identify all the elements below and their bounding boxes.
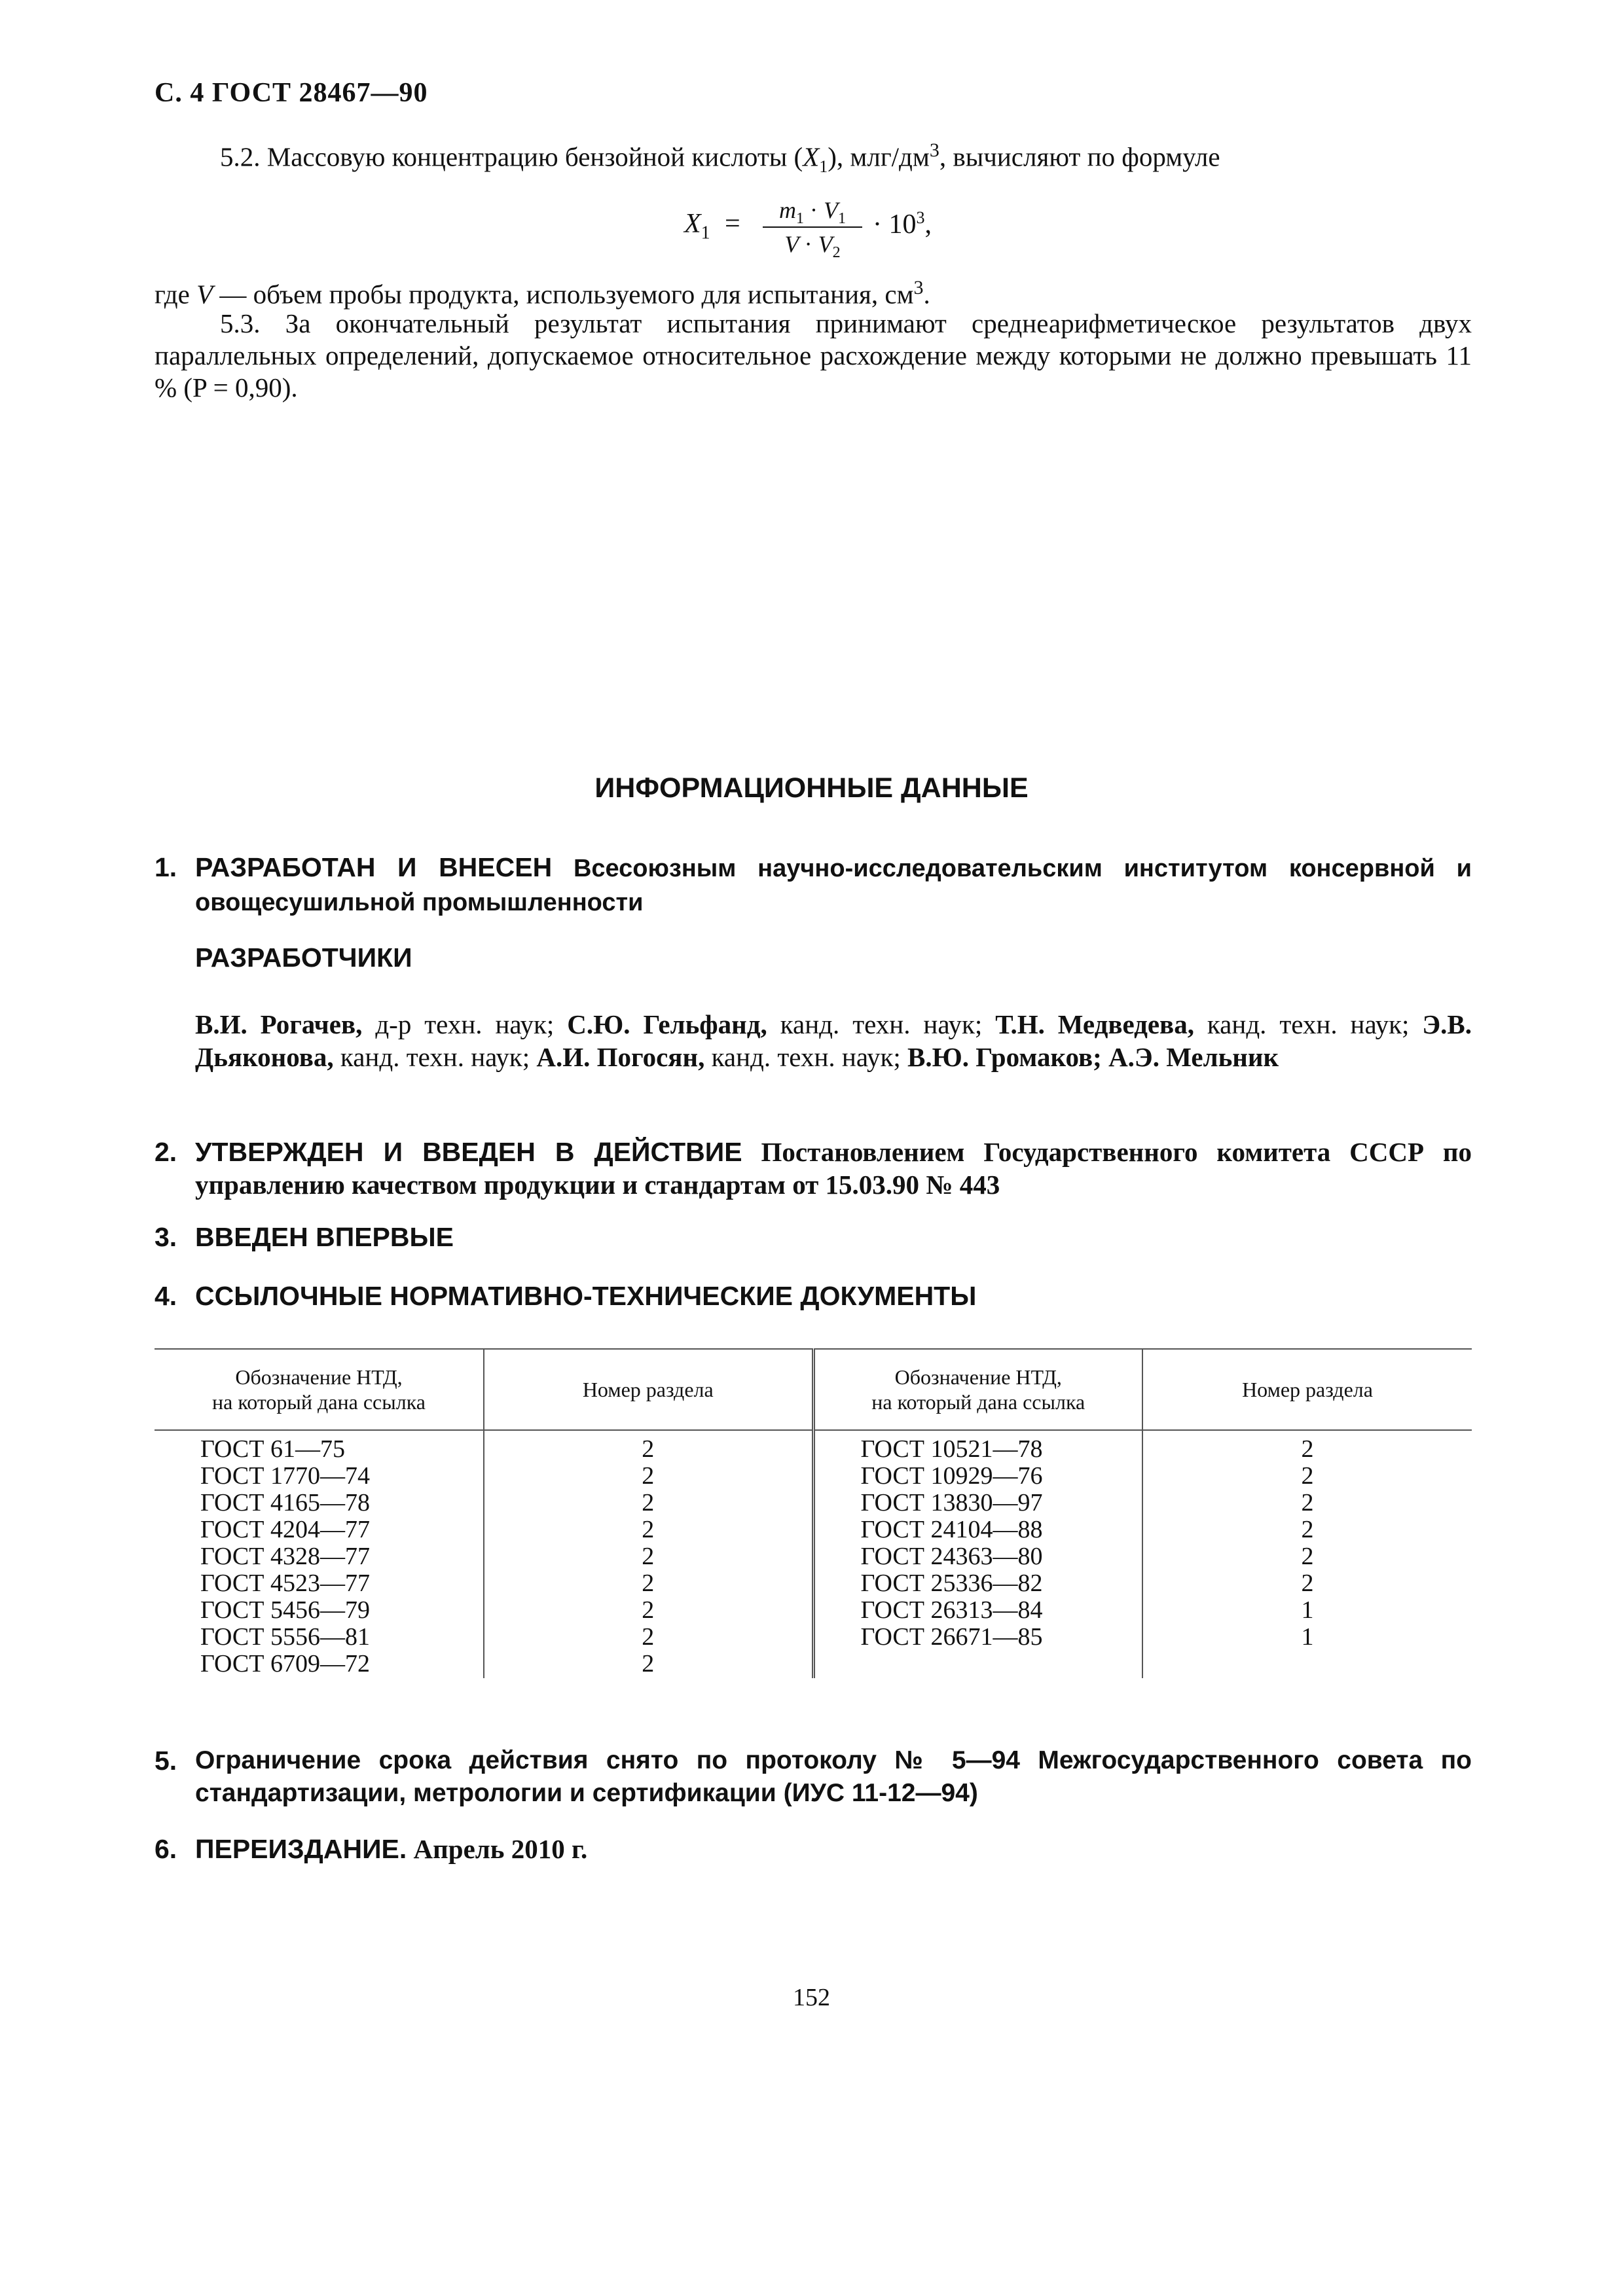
p52-mid: ), млг/дм [828,141,930,172]
item-number: 4. [155,1281,177,1311]
info-item-6 [155,1833,1472,1865]
p52-sub: 1 [819,156,828,176]
col-header-doc: Обозначение НТД, на который дана ссылка [813,1349,1142,1430]
paragraph-5-3: 5.3. За окончательный результат испытания принимают среднеарифметическое результатов двух параллельных определений, допускаемое относительное расхождение между которыми не должно превышать 11 % (P = 0,90). [155,308,1472,403]
item-2-body: УТВЕРЖДЕН И ВВЕДЕН В ДЕЙСТВИЕ Постановлением Государственного комитета СССР по управлению качеством продукции и стандартам от 15.03.90 № 443 [195,1137,1472,1200]
item-4-body: ССЫЛОЧНЫЕ НОРМАТИВНО-ТЕХНИЧЕСКИЕ ДОКУМЕНТЫ [195,1281,977,1311]
p52-tail: , вычисляют по формуле [939,141,1220,172]
item-number: 1. [155,852,177,882]
info-item-5 [155,1744,1472,1810]
formula-denominator: $V \cdot V_2$ [784,231,841,262]
formula-lhs: $X_1$ [684,209,710,243]
left-section-column: 2 2 2 2 2 2 2 2 2 [484,1430,813,1678]
item-number: 6. [155,1834,177,1864]
developers-heading: РАЗРАБОТЧИКИ [195,942,412,973]
left-doc-column: ГОСТ 61—75 ГОСТ 1770—74 ГОСТ 4165—78 ГОСТ 4204—77 ГОСТ 4328—77 ГОСТ 4523—77 ГОСТ 5456—79 ГОСТ 5556—81 ГОСТ 6709—72 [200,1435,370,1677]
item-3-body: ВВЕДЕН ВПЕРВЫЕ [195,1222,454,1252]
col-header-section: Номер раздела [1142,1349,1472,1430]
formula-equals: = [725,209,740,239]
concentration-formula [684,196,972,275]
paragraph-5-2 [155,134,1472,183]
item-number: 5. [155,1746,177,1776]
p52-lead: 5.2. Массовую концентрацию бензойной кислоты ( [220,141,803,172]
where-clause: где V — объем пробы продукта, используемого для испытания, $см^3$. [155,277,930,310]
formula-numerator: $m_1 \cdot V_1$ [779,197,846,228]
item-6-body: ПЕРЕИЗДАНИЕ. Апрель 2010 г. [195,1834,588,1864]
page-header: С. 4 ГОСТ 28467—90 [155,78,428,108]
fraction-bar [763,226,862,228]
item-5-body: Ограничение срока действия снято по протоколу № 5—94 Межгосударственного совета по стандартизации, метрологии и сертификации (ИУС 11-12—94) [195,1746,1472,1807]
right-section-column: 2 2 2 2 2 2 1 1 [1142,1430,1472,1678]
reference-documents-table [155,1348,1472,1678]
item-number: 2. [155,1137,177,1167]
info-item-2 [155,1136,1472,1201]
info-item-3 [155,1221,1472,1253]
page-number: 152 [793,1984,830,2011]
info-item-4 [155,1280,1472,1312]
p52-var: X [803,141,820,172]
p52-sup: 3 [929,139,939,161]
formula-factor: · $10^3$, [873,208,932,240]
info-item-1 [155,851,1472,919]
col-header-section: Номер раздела [484,1349,813,1430]
developers-list: В.И. Рогачев, д-р техн. наук; С.Ю. Гельфанд, канд. техн. наук; Т.Н. Медведева, канд. техн. наук; Э.В. Дьяконова, канд. техн. наук; А.И. Погосян, канд. техн. наук; В.Ю. Громаков; А.Э. Мельник [195,1009,1472,1072]
info-title: ИНФОРМАЦИОННЫЕ ДАННЫЕ [594,772,1029,804]
formula-fraction [763,196,862,262]
item-number: 3. [155,1222,177,1252]
right-doc-column: ГОСТ 10521—78 ГОСТ 10929—76 ГОСТ 13830—97 ГОСТ 24104—88 ГОСТ 24363—80 ГОСТ 25336—82 ГОСТ 26313—84 ГОСТ 26671—85 [813,1430,1142,1678]
item-1-body: РАЗРАБОТАН И ВНЕСЕН Всесоюзным научно-исследовательским институтом консервной и овощесушильной промышленности [195,852,1472,916]
col-header-doc: Обозначение НТД, на который дана ссылка [155,1349,484,1430]
